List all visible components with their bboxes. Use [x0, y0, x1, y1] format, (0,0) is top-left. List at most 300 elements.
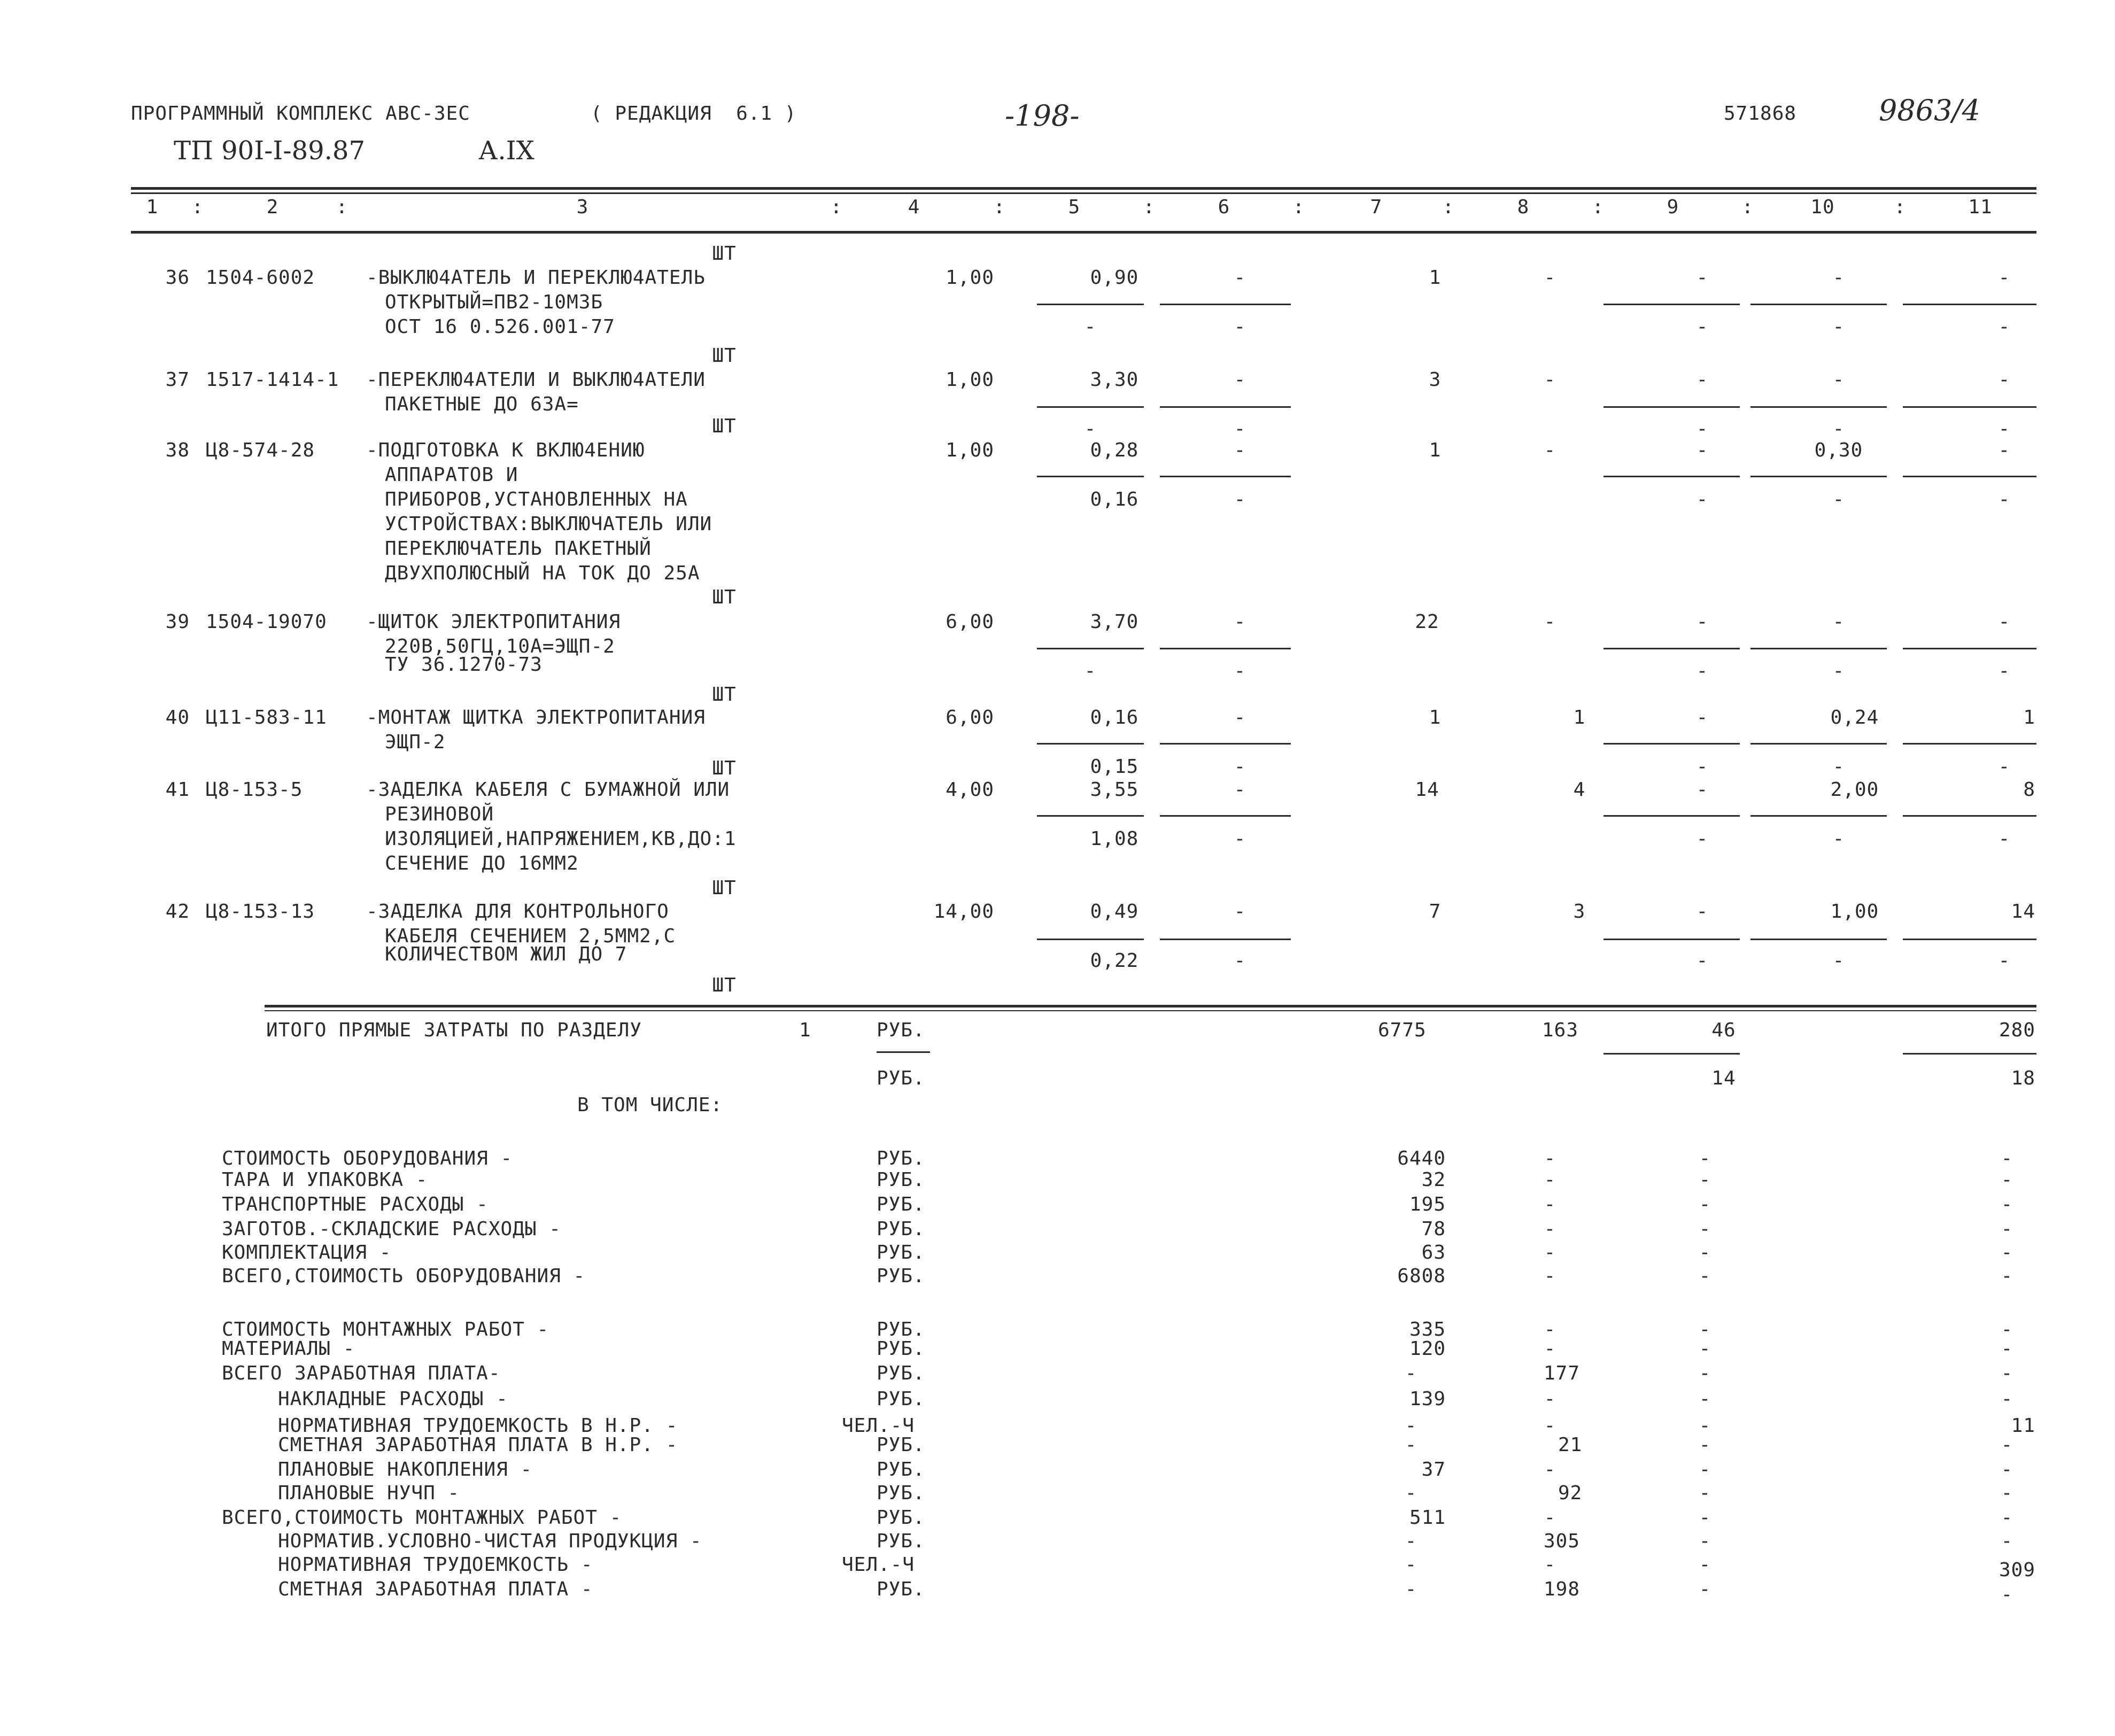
- item-38-col5-sub: 0,16: [1090, 489, 1139, 510]
- item-36-col11: -: [1998, 267, 2011, 289]
- item-36-quantity: 1,00: [946, 267, 994, 289]
- item-41-col6: -: [1234, 779, 1246, 801]
- item-42-name-line: КОЛИЧЕСТВОМ ЖИЛ ДО 7: [385, 943, 627, 965]
- summary-col8: -: [1544, 1265, 1556, 1287]
- summary-col11: -: [2001, 1482, 2013, 1504]
- item-37-name: -ПЕРЕКЛЮ4АТЕЛИ И ВЫКЛЮ4АТЕЛИ: [366, 369, 706, 391]
- item-37-col5: 3,30: [1090, 369, 1139, 391]
- summary-unit: РУБ.: [877, 1362, 925, 1384]
- item-42-col6-sub: -: [1234, 950, 1246, 972]
- summary-unit: РУБ.: [877, 1530, 925, 1552]
- item-40-code: Ц11-583-11: [206, 707, 327, 728]
- summary-unit: ЧЕЛ.-Ч: [842, 1415, 915, 1437]
- rule-segment: [1750, 406, 1887, 408]
- item-39-col9-sub: -: [1696, 660, 1709, 682]
- col-separator: :: [336, 196, 348, 218]
- rule-segment: [1750, 815, 1887, 817]
- item-39-quantity: 6,00: [946, 611, 994, 633]
- item-38-quantity: 1,00: [946, 439, 994, 461]
- rule-segment: [1037, 304, 1144, 305]
- summary-col7: -: [1405, 1554, 1417, 1576]
- rule-segment: [1603, 648, 1740, 649]
- summary-col8: 305: [1544, 1530, 1581, 1552]
- summary-labour-overheads: НОРМАТИВНАЯ ТРУДОЕМКОСТЬ В Н.Р. -: [278, 1415, 678, 1437]
- col-separator: :: [1592, 196, 1605, 218]
- summary-unit: РУБ.: [877, 1434, 925, 1456]
- page-number: -198-: [1005, 99, 1080, 133]
- item-37-col11: -: [1998, 369, 2011, 391]
- summary-col11: -: [2001, 1362, 2013, 1384]
- summary-col8: -: [1544, 1415, 1556, 1437]
- item-42-col9: -: [1696, 901, 1709, 923]
- item-41-col8: 4: [1573, 779, 1586, 801]
- summary-unit: РУБ.: [877, 1265, 925, 1287]
- total-col7: 6775: [1378, 1019, 1427, 1041]
- rule-segment: [1603, 476, 1740, 477]
- rule-segment: [1160, 743, 1291, 745]
- program-title: ПРОГРАММНЫЙ КОМПЛЕКС АВС-3ЕС: [131, 103, 470, 125]
- item-40-col5-sub: 0,15: [1090, 756, 1139, 778]
- item-40-quantity: 6,00: [946, 707, 994, 728]
- item-39-col5: 3,70: [1090, 611, 1139, 633]
- summary-col7: 63: [1421, 1242, 1446, 1264]
- summary-col7: 32: [1421, 1169, 1446, 1191]
- item-39-col6-sub: -: [1234, 660, 1246, 682]
- rule-segment: [1037, 406, 1144, 408]
- total-unit-2: РУБ.: [877, 1067, 925, 1089]
- rule-segment: [1903, 304, 2036, 305]
- summary-wages-overheads: СМЕТНАЯ ЗАРАБОТНАЯ ПЛАТА В Н.Р. -: [278, 1434, 678, 1456]
- summary-unit: РУБ.: [877, 1459, 925, 1481]
- item-36-number: 36: [165, 267, 190, 289]
- summary-col11: -: [2001, 1169, 2013, 1191]
- item-42-name: -ЗАДЕЛКА ДЛЯ КОНТРОЛЬНОГО: [366, 901, 669, 923]
- summary-transport: ТРАНСПОРТНЫЕ РАСХОДЫ -: [222, 1194, 489, 1215]
- summary-col9: -: [1699, 1218, 1711, 1240]
- item-42-col11: 14: [2011, 901, 2035, 923]
- summary-packaging: ТАРА И УПАКОВКА -: [222, 1169, 428, 1191]
- unit-label: ШТ: [712, 757, 737, 779]
- item-38-code: Ц8-574-28: [206, 439, 315, 461]
- item-42-col6: -: [1234, 901, 1246, 923]
- summary-unit: РУБ.: [877, 1242, 925, 1264]
- document-code: 571868: [1724, 103, 1797, 125]
- rule-segment: [1603, 939, 1740, 940]
- summary-col11: -: [2001, 1507, 2013, 1529]
- summary-col9: -: [1699, 1459, 1711, 1481]
- summary-unit: РУБ.: [877, 1148, 925, 1169]
- item-36-col6: -: [1234, 267, 1246, 289]
- summary-warehouse: ЗАГОТОВ.-СКЛАДСКИЕ РАСХОДЫ -: [222, 1218, 561, 1240]
- summary-col9: -: [1699, 1434, 1711, 1456]
- item-41-name: -ЗАДЕЛКА КАБЕЛЯ С БУМАЖНОЙ ИЛИ: [366, 779, 730, 801]
- item-38-col11: -: [1998, 439, 2011, 461]
- item-41-col9: -: [1696, 779, 1709, 801]
- rule-segment: [1037, 743, 1144, 745]
- summary-unit: РУБ.: [877, 1578, 925, 1600]
- item-37-col6: -: [1234, 369, 1246, 391]
- summary-unit: РУБ.: [877, 1319, 925, 1340]
- item-38-col9-sub: -: [1696, 489, 1709, 510]
- item-41-col7: 14: [1415, 779, 1439, 801]
- item-39-name: -ЩИТОК ЭЛЕКТРОПИТАНИЯ: [366, 611, 621, 633]
- item-40-col10: 0,24: [1830, 707, 1879, 728]
- item-42-col8: 3: [1573, 901, 1586, 923]
- total-label: ИТОГО ПРЯМЫЕ ЗАТРАТЫ ПО РАЗДЕЛУ: [266, 1019, 642, 1041]
- item-37-col10-sub: -: [1832, 418, 1845, 440]
- item-39-col11-sub: -: [1998, 660, 2011, 682]
- album-number: А.IX: [478, 136, 534, 166]
- summary-col8: 177: [1544, 1362, 1581, 1384]
- col-separator: :: [1741, 196, 1754, 218]
- total-col9-sub: 14: [1711, 1067, 1736, 1089]
- summary-col8: -: [1544, 1194, 1556, 1215]
- summary-col7: 139: [1409, 1388, 1446, 1410]
- summary-equipment-total: ВСЕГО,СТОИМОСТЬ ОБОРУДОВАНИЯ -: [222, 1265, 586, 1287]
- rule-segment: [1603, 1053, 1740, 1055]
- item-39-col7: 22: [1415, 611, 1439, 633]
- summary-col7: 6440: [1397, 1148, 1446, 1169]
- summary-col7: -: [1405, 1482, 1417, 1504]
- unit-label: ШТ: [712, 586, 737, 608]
- rule-segment: [1603, 304, 1740, 305]
- item-39-number: 39: [165, 611, 190, 633]
- unit-label: ШТ: [712, 684, 737, 706]
- rule-segment: [877, 1051, 930, 1053]
- item-36-col8: -: [1544, 267, 1556, 289]
- summary-col8: -: [1544, 1319, 1556, 1340]
- item-42-code: Ц8-153-13: [206, 901, 315, 923]
- item-38-name-line: ПРИБОРОВ,УСТАНОВЛЕННЫХ НА: [385, 489, 688, 510]
- col-separator: :: [1143, 196, 1156, 218]
- item-41-col11-sub: -: [1998, 828, 2011, 850]
- rule-segment: [1750, 743, 1887, 745]
- item-38-col11-sub: -: [1998, 489, 2011, 510]
- summary-col7: -: [1405, 1530, 1417, 1552]
- item-38-col7: 1: [1429, 439, 1442, 461]
- col-header-8: 8: [1517, 196, 1530, 218]
- totals-rule-2: [265, 1010, 2036, 1011]
- summary-col11: -: [2001, 1319, 2013, 1340]
- rule-segment: [1160, 476, 1291, 477]
- item-36-col10-sub: -: [1832, 316, 1845, 338]
- summary-col7: 78: [1421, 1218, 1446, 1240]
- item-38-col9: -: [1696, 439, 1709, 461]
- sheet-number: 9863/4: [1879, 94, 1980, 127]
- item-36-name: -ВЫКЛЮ4АТЕЛЬ И ПЕРЕКЛЮ4АТЕЛЬ: [366, 267, 706, 289]
- item-42-col11-sub: -: [1998, 950, 2011, 972]
- summary-col11: 309: [1998, 1559, 2035, 1581]
- item-40-col11-sub: -: [1998, 756, 2011, 778]
- summary-equipment-cost: СТОИМОСТЬ ОБОРУДОВАНИЯ -: [222, 1148, 513, 1169]
- rule-segment: [1160, 304, 1291, 305]
- rule-segment: [1160, 815, 1291, 817]
- summary-col8: 21: [1558, 1434, 1583, 1456]
- rule-segment: [1160, 406, 1291, 408]
- col-separator: :: [993, 196, 1006, 218]
- summary-installation-cost: СТОИМОСТЬ МОНТАЖНЫХ РАБОТ -: [222, 1319, 549, 1340]
- summary-col11: -: [2001, 1434, 2013, 1456]
- item-38-col6: -: [1234, 439, 1246, 461]
- item-40-col6-sub: -: [1234, 756, 1246, 778]
- rule-segment: [1160, 648, 1291, 649]
- col-header-10: 10: [1810, 196, 1835, 218]
- summary-col9: -: [1699, 1169, 1711, 1191]
- item-41-name-line: ИЗОЛЯЦИЕЙ,НАПРЯЖЕНИЕМ,КВ,ДО:1: [385, 828, 737, 850]
- col-header-9: 9: [1667, 196, 1679, 218]
- item-37-col5-sub: -: [1084, 418, 1097, 440]
- item-36-code: 1504-6002: [206, 267, 315, 289]
- summary-unit: РУБ.: [877, 1338, 925, 1360]
- item-41-name-line: РЕЗИНОВОЙ: [385, 803, 494, 825]
- item-38-col6-sub: -: [1234, 489, 1246, 510]
- summary-col8: -: [1544, 1507, 1556, 1529]
- summary-col7: 37: [1421, 1459, 1446, 1481]
- item-41-col10-sub: -: [1832, 828, 1845, 850]
- item-38-name-line: ДВУХПОЛЮСНЫЙ НА ТОК ДО 25А: [385, 562, 700, 584]
- item-36-col9: -: [1696, 267, 1709, 289]
- item-36-name-line: ОТКРЫТЫЙ=ПВ2-10М3Б: [385, 291, 603, 313]
- unit-label: ШТ: [712, 415, 737, 437]
- summary-col8: -: [1544, 1459, 1556, 1481]
- total-unit: РУБ.: [877, 1019, 925, 1041]
- item-36-col6-sub: -: [1234, 316, 1246, 338]
- summary-col8: -: [1544, 1242, 1556, 1264]
- col-header-6: 6: [1218, 196, 1230, 218]
- item-39-name-line: 220В,50ГЦ,10А=ЭЩП-2: [385, 636, 615, 657]
- item-38-name-line: УСТРОЙСТВАХ:ВЫКЛЮЧАТЕЛЬ ИЛИ: [385, 513, 712, 535]
- item-36-col5-sub: -: [1084, 316, 1097, 338]
- col-header-2: 2: [266, 196, 279, 218]
- item-40-col6: -: [1234, 707, 1246, 728]
- summary-col8: -: [1544, 1554, 1556, 1576]
- rule-segment: [1750, 476, 1887, 477]
- col-separator: :: [830, 196, 843, 218]
- summary-col7: -: [1405, 1578, 1417, 1600]
- item-40-col9: -: [1696, 707, 1709, 728]
- item-37-col6-sub: -: [1234, 418, 1246, 440]
- summary-col7: -: [1405, 1362, 1417, 1384]
- total-col11: 280: [1998, 1019, 2035, 1041]
- summary-col9: -: [1699, 1554, 1711, 1576]
- item-41-name-line: СЕЧЕНИЕ ДО 16ММ2: [385, 852, 579, 874]
- unit-label: ШТ: [712, 243, 737, 265]
- summary-estimated-wages: СМЕТНАЯ ЗАРАБОТНАЯ ПЛАТА -: [278, 1578, 593, 1600]
- item-37-quantity: 1,00: [946, 369, 994, 391]
- total-col9: 46: [1711, 1019, 1736, 1041]
- item-37-col9: -: [1696, 369, 1709, 391]
- summary-unit: РУБ.: [877, 1218, 925, 1240]
- summary-col8: -: [1544, 1218, 1556, 1240]
- col-separator: :: [1442, 196, 1455, 218]
- item-40-name: -МОНТАЖ ЩИТКА ЭЛЕКТРОПИТАНИЯ: [366, 707, 706, 728]
- summary-col9: -: [1699, 1578, 1711, 1600]
- item-41-col11: 8: [2023, 779, 2035, 801]
- col-header-5: 5: [1068, 196, 1081, 218]
- rule-segment: [1037, 648, 1144, 649]
- item-41-col9-sub: -: [1696, 828, 1709, 850]
- rule-segment: [1037, 476, 1144, 477]
- item-40-col7: 1: [1429, 707, 1442, 728]
- total-col8: 163: [1542, 1019, 1579, 1041]
- summary-col7: 195: [1409, 1194, 1446, 1215]
- rule-segment: [1750, 648, 1887, 649]
- rule-segment: [1750, 939, 1887, 940]
- item-39-col6: -: [1234, 611, 1246, 633]
- item-42-col9-sub: -: [1696, 950, 1709, 972]
- including-heading: В ТОМ ЧИСЛЕ:: [577, 1094, 723, 1116]
- summary-installation-total: ВСЕГО,СТОИМОСТЬ МОНТАЖНЫХ РАБОТ -: [222, 1507, 622, 1529]
- item-38-name: -ПОДГОТОВКА К ВКЛЮ4ЕНИЮ: [366, 439, 645, 461]
- item-38-name-line: ПЕРЕКЛЮЧАТЕЛЬ ПАКЕТНЫЙ: [385, 538, 652, 560]
- item-36-col9-sub: -: [1696, 316, 1709, 338]
- summary-col11: -: [2001, 1459, 2013, 1481]
- rule-segment: [1903, 939, 2036, 940]
- item-39-col10-sub: -: [1832, 660, 1845, 682]
- item-39-col10: -: [1832, 611, 1845, 633]
- summary-labour: НОРМАТИВНАЯ ТРУДОЕМКОСТЬ -: [278, 1554, 593, 1576]
- summary-col9: -: [1699, 1530, 1711, 1552]
- item-42-name-line: КАБЕЛЯ СЕЧЕНИЕМ 2,5ММ2,С: [385, 925, 676, 947]
- col-header-11: 11: [1968, 196, 1993, 218]
- item-42-col5: 0,49: [1090, 901, 1139, 923]
- summary-unit: РУБ.: [877, 1482, 925, 1504]
- item-39-col5-sub: -: [1084, 660, 1097, 682]
- summary-col9: -: [1699, 1507, 1711, 1529]
- summary-unit: РУБ.: [877, 1169, 925, 1191]
- header-rule-top-2: [131, 192, 2036, 194]
- item-36-col10: -: [1832, 267, 1845, 289]
- summary-col9: -: [1699, 1482, 1711, 1504]
- summary-unit: РУБ.: [877, 1194, 925, 1215]
- item-37-col10: -: [1832, 369, 1845, 391]
- item-41-number: 41: [165, 779, 190, 801]
- summary-col7: -: [1405, 1415, 1417, 1437]
- summary-col11: -: [2001, 1242, 2013, 1264]
- summary-unit: ЧЕЛ.-Ч: [842, 1554, 915, 1576]
- summary-col11: -: [2001, 1530, 2013, 1552]
- summary-net-product: НОРМАТИВ.УСЛОВНО-ЧИСТАЯ ПРОДУКЦИЯ -: [278, 1530, 702, 1552]
- col-separator: :: [191, 196, 204, 218]
- summary-col8: -: [1544, 1338, 1556, 1360]
- summary-col9: -: [1699, 1388, 1711, 1410]
- summary-col8: 92: [1558, 1482, 1583, 1504]
- item-38-number: 38: [165, 439, 190, 461]
- rule-segment: [1903, 1053, 2036, 1055]
- col-separator: :: [1894, 196, 1907, 218]
- summary-col9: -: [1699, 1415, 1711, 1437]
- rule-segment: [1750, 304, 1887, 305]
- rule-segment: [1903, 648, 2036, 649]
- rule-segment: [1603, 743, 1740, 745]
- item-38-col10-sub: -: [1832, 489, 1845, 510]
- item-39-col8: -: [1544, 611, 1556, 633]
- total-section: 1: [799, 1019, 811, 1041]
- item-42-col10: 1,00: [1830, 901, 1879, 923]
- item-41-col5-sub: 1,08: [1090, 828, 1139, 850]
- rule-segment: [1160, 939, 1291, 940]
- summary-materials: МАТЕРИАЛЫ -: [222, 1338, 355, 1360]
- rule-segment: [1603, 815, 1740, 817]
- summary-col11: -: [2001, 1148, 2013, 1169]
- summary-col11: -: [2001, 1338, 2013, 1360]
- unit-label: ШТ: [712, 345, 737, 367]
- item-42-col5-sub: 0,22: [1090, 950, 1139, 972]
- summary-col11: -: [2001, 1388, 2013, 1410]
- item-39-col9: -: [1696, 611, 1709, 633]
- summary-col8: -: [1544, 1388, 1556, 1410]
- summary-col9: -: [1699, 1148, 1711, 1169]
- summary-col11: 11: [2011, 1415, 2035, 1437]
- item-39-name-line: ТУ 36.1270-73: [385, 654, 543, 676]
- item-38-name-line: АППАРАТОВ И: [385, 464, 518, 486]
- unit-label: ШТ: [712, 877, 737, 899]
- summary-col9: -: [1699, 1338, 1711, 1360]
- summary-col11: -: [2001, 1218, 2013, 1240]
- item-41-col5: 3,55: [1090, 779, 1139, 801]
- item-42-col10-sub: -: [1832, 950, 1845, 972]
- item-37-col9-sub: -: [1696, 418, 1709, 440]
- item-40-col11: 1: [2023, 707, 2035, 728]
- summary-col7: 6808: [1397, 1265, 1446, 1287]
- summary-planned-savings: ПЛАНОВЫЕ НАКОПЛЕНИЯ -: [278, 1459, 533, 1481]
- item-41-quantity: 4,00: [946, 779, 994, 801]
- item-37-col8: -: [1544, 369, 1556, 391]
- item-42-quantity: 14,00: [933, 901, 994, 923]
- item-42-number: 42: [165, 901, 190, 923]
- summary-col9: -: [1699, 1194, 1711, 1215]
- item-38-col10: 0,30: [1814, 439, 1863, 461]
- item-40-col10-sub: -: [1832, 756, 1845, 778]
- col-header-3: 3: [576, 196, 589, 218]
- summary-wages-total: ВСЕГО ЗАРАБОТНАЯ ПЛАТА-: [222, 1362, 501, 1384]
- rule-segment: [1037, 815, 1144, 817]
- item-40-name-line: ЭЩП-2: [385, 731, 446, 753]
- summary-col8: -: [1544, 1169, 1556, 1191]
- summary-overheads: НАКЛАДНЫЕ РАСХОДЫ -: [278, 1388, 508, 1410]
- col-header-1: 1: [146, 196, 159, 218]
- rule-segment: [1903, 743, 2036, 745]
- item-40-col8: 1: [1573, 707, 1586, 728]
- item-39-col11: -: [1998, 611, 2011, 633]
- summary-col11: -: [2001, 1265, 2013, 1287]
- item-38-col5: 0,28: [1090, 439, 1139, 461]
- item-37-col11-sub: -: [1998, 418, 2011, 440]
- rule-segment: [1603, 406, 1740, 408]
- header-rule-top: [131, 187, 2036, 190]
- project-number: ТП 90I-I-89.87: [174, 136, 365, 166]
- totals-rule: [265, 1005, 2036, 1007]
- header-rule-bottom: [131, 231, 2036, 234]
- item-41-col6-sub: -: [1234, 828, 1246, 850]
- item-37-col7: 3: [1429, 369, 1442, 391]
- item-41-col10: 2,00: [1830, 779, 1879, 801]
- summary-col8: 198: [1544, 1578, 1581, 1600]
- summary-col7: 120: [1409, 1338, 1446, 1360]
- item-41-code: Ц8-153-5: [206, 779, 303, 801]
- item-40-col9-sub: -: [1696, 756, 1709, 778]
- col-header-7: 7: [1370, 196, 1383, 218]
- item-36-name-line: ОСТ 16 0.526.001-77: [385, 316, 615, 338]
- summary-col11: -: [2001, 1194, 2013, 1215]
- total-col11-sub: 18: [2011, 1067, 2035, 1089]
- summary-planned-nuchp: ПЛАНОВЫЕ НУЧП -: [278, 1482, 460, 1504]
- summary-col9: -: [1699, 1265, 1711, 1287]
- summary-unit: РУБ.: [877, 1388, 925, 1410]
- summary-col7: 511: [1409, 1507, 1446, 1529]
- rule-segment: [1903, 406, 2036, 408]
- item-42-col7: 7: [1429, 901, 1442, 923]
